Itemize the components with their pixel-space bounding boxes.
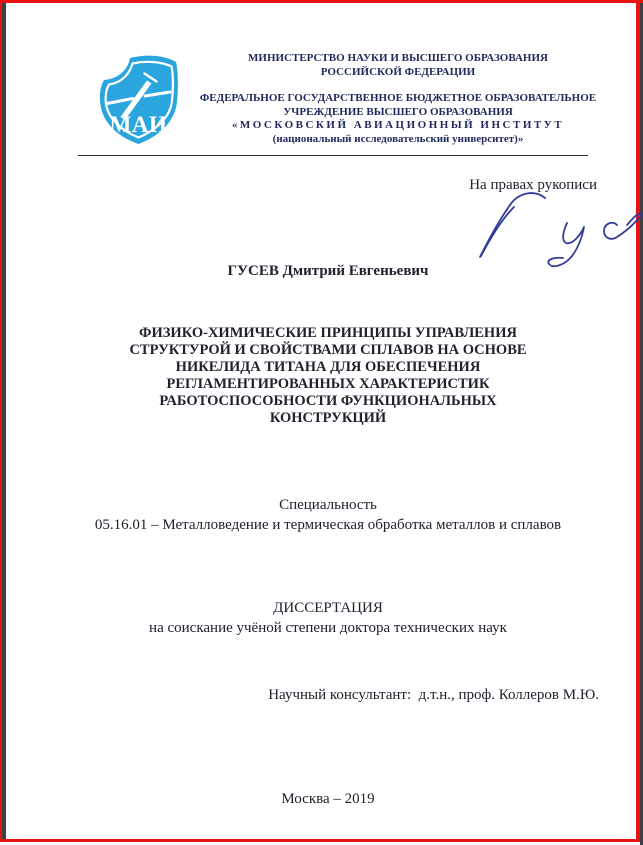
specialty-code: 05.16.01 – Металловедение и термическая обработка металлов и сплавов (94, 516, 562, 533)
ministry-line: МИНИСТЕРСТВО НАУКИ И ВЫСШЕГО ОБРАЗОВАНИЯ (248, 52, 548, 64)
specialty-label: Специальность (279, 497, 377, 513)
scan-shadow-left (2, 3, 6, 839)
dissertation-type-section (51, 599, 605, 638)
specialty-section (51, 496, 605, 535)
header-spacer (195, 79, 601, 92)
header-separator-line (78, 155, 588, 156)
dissertation-title (51, 325, 605, 427)
manuscript-rights-note: На правах рукописи (469, 177, 597, 193)
scan-border-bottom (0, 839, 643, 842)
scientific-consultant-line: Научный консультант: д.т.н., проф. Коллеров М.Ю. (268, 687, 599, 703)
logo-text: МАИ (109, 112, 168, 137)
mai-logo-icon (96, 54, 181, 147)
title-line: СТРУКТУРОЙ И СВОЙСТВАМИ СПЛАВОВ НА ОСНОВЕ (129, 342, 527, 358)
scan-border-top (0, 0, 643, 3)
title-line: КОНСТРУКЦИЙ (269, 410, 387, 426)
city-year: Москва – 2019 (281, 791, 375, 807)
title-line: ФИЗИКО-ХИМИЧЕСКИЕ ПРИНЦИПЫ УПРАВЛЕНИЯ (139, 325, 517, 341)
institution-line: ФЕДЕРАЛЬНОЕ ГОСУДАРСТВЕННОЕ БЮДЖЕТНОЕ ОБРАЗОВАТЕЛЬНОЕ (199, 92, 597, 104)
dissertation-type: ДИССЕРТАЦИЯ (273, 600, 383, 616)
title-line: РАБОТОСПОСОБНОСТИ ФУНКЦИОНАЛЬНЫХ (159, 393, 497, 409)
institution-line: «МОСКОВСКИЙ АВИАЦИОННЫЙ ИНСТИТУТ (231, 119, 565, 131)
title-line: РЕГЛАМЕНТИРОВАННЫХ ХАРАКТЕРИСТИК (166, 376, 490, 392)
dissertation-degree: на соискание учёной степени доктора технических наук (149, 619, 507, 636)
signature-icon (470, 185, 643, 275)
institution-header (195, 52, 601, 146)
institution-line: (национальный исследовательский университет)» (272, 132, 524, 145)
author-name: ГУСЕВ Дмитрий Евгеньевич (227, 263, 429, 279)
institution-line: УЧРЕЖДЕНИЕ ВЫСШЕГО ОБРАЗОВАНИЯ (283, 105, 513, 118)
title-line: НИКЕЛИДА ТИТАНА ДЛЯ ОБЕСПЕЧЕНИЯ (175, 359, 481, 375)
ministry-line: РОССИЙСКОЙ ФЕДЕРАЦИИ (320, 65, 476, 78)
